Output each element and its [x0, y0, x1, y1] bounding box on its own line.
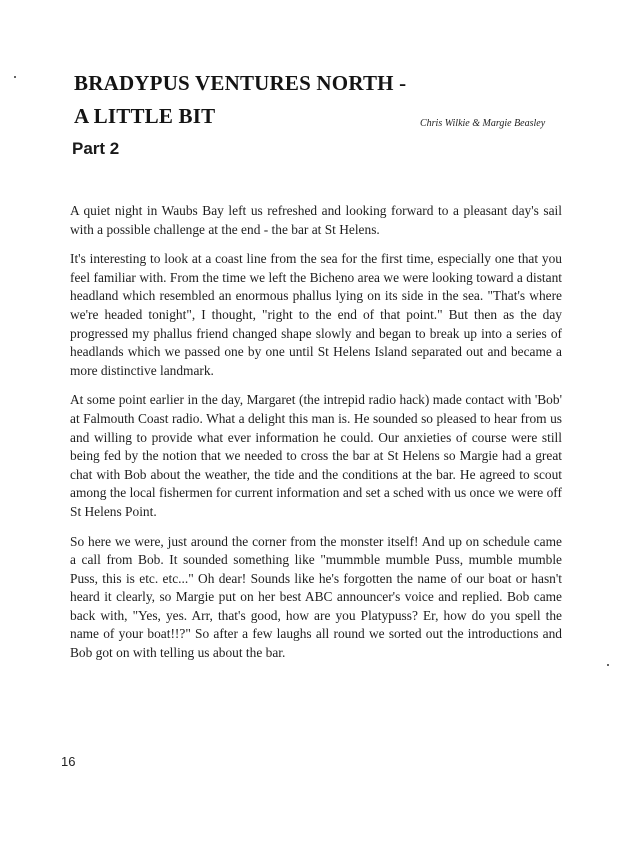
paragraph: It's interesting to look at a coast line from the sea for the first time, especially one that you feel familiar with. From the time we left the Bicheno area we were looking toward a distant headland which resembled an enormous phallus lying on its side in the sea. "That's where we're headed tonight", I thought, "right to the end of that point." But then as the day progressed my phallus friend changed shape slowly and began to break up into a series of headlands which we passed one by one until St Helens Island separated out and became a more distinctive landmark. [70, 251, 562, 378]
paragraph: A quiet night in Waubs Bay left us refreshed and looking forward to a pleasant day's sail with a possible challenge at the end - the bar at St Helens. [70, 203, 562, 237]
article-body [70, 202, 562, 674]
article-authors: Chris Wilkie & Margie Beasley [420, 118, 546, 129]
scan-speck [14, 76, 16, 78]
paragraph: So here we were, just around the corner from the monster itself! And up on schedule came a call from Bob. It sounded something like "mummble mumble Puss, mumble mumble Puss, this is etc. etc..." Oh dear! Sounds like he's forgotten the name of our boat or hasn't heard it clearly, so Margie put on her best ABC announcer's voice and replied. Bob came back with, "Yes, yes. Arr, that's good, how are you Platypuss? Er, how do you spell the name of your boat!!?" So after a few laughs all round we sorted out the introductions and Bob got on with telling us about the bar. [70, 533, 562, 661]
paragraph: At some point earlier in the day, Margaret (the intrepid radio hack) made contact with 'Bob' at Falmouth Coast radio. What a delight this man is. He sounded so pleased to hear from us and willing to provide what ever information he could. Our anxieties of course were still being fed by the notion that we needed to cross the bar at St Helens so Margie had a great chat with Bob about the weather, the tide and the conditions at the bar. He agreed to scout among the local fishermen for current information and set a sched with us once we were off St Helens Point. [70, 392, 562, 519]
scan-speck [607, 664, 609, 666]
page-number: 16 [61, 754, 76, 769]
article-part-label: Part 2 [72, 139, 120, 158]
article-title-line-2: A LITTLE BIT [74, 104, 216, 128]
article-title-line-1: BRADYPUS VENTURES NORTH - [74, 71, 407, 95]
